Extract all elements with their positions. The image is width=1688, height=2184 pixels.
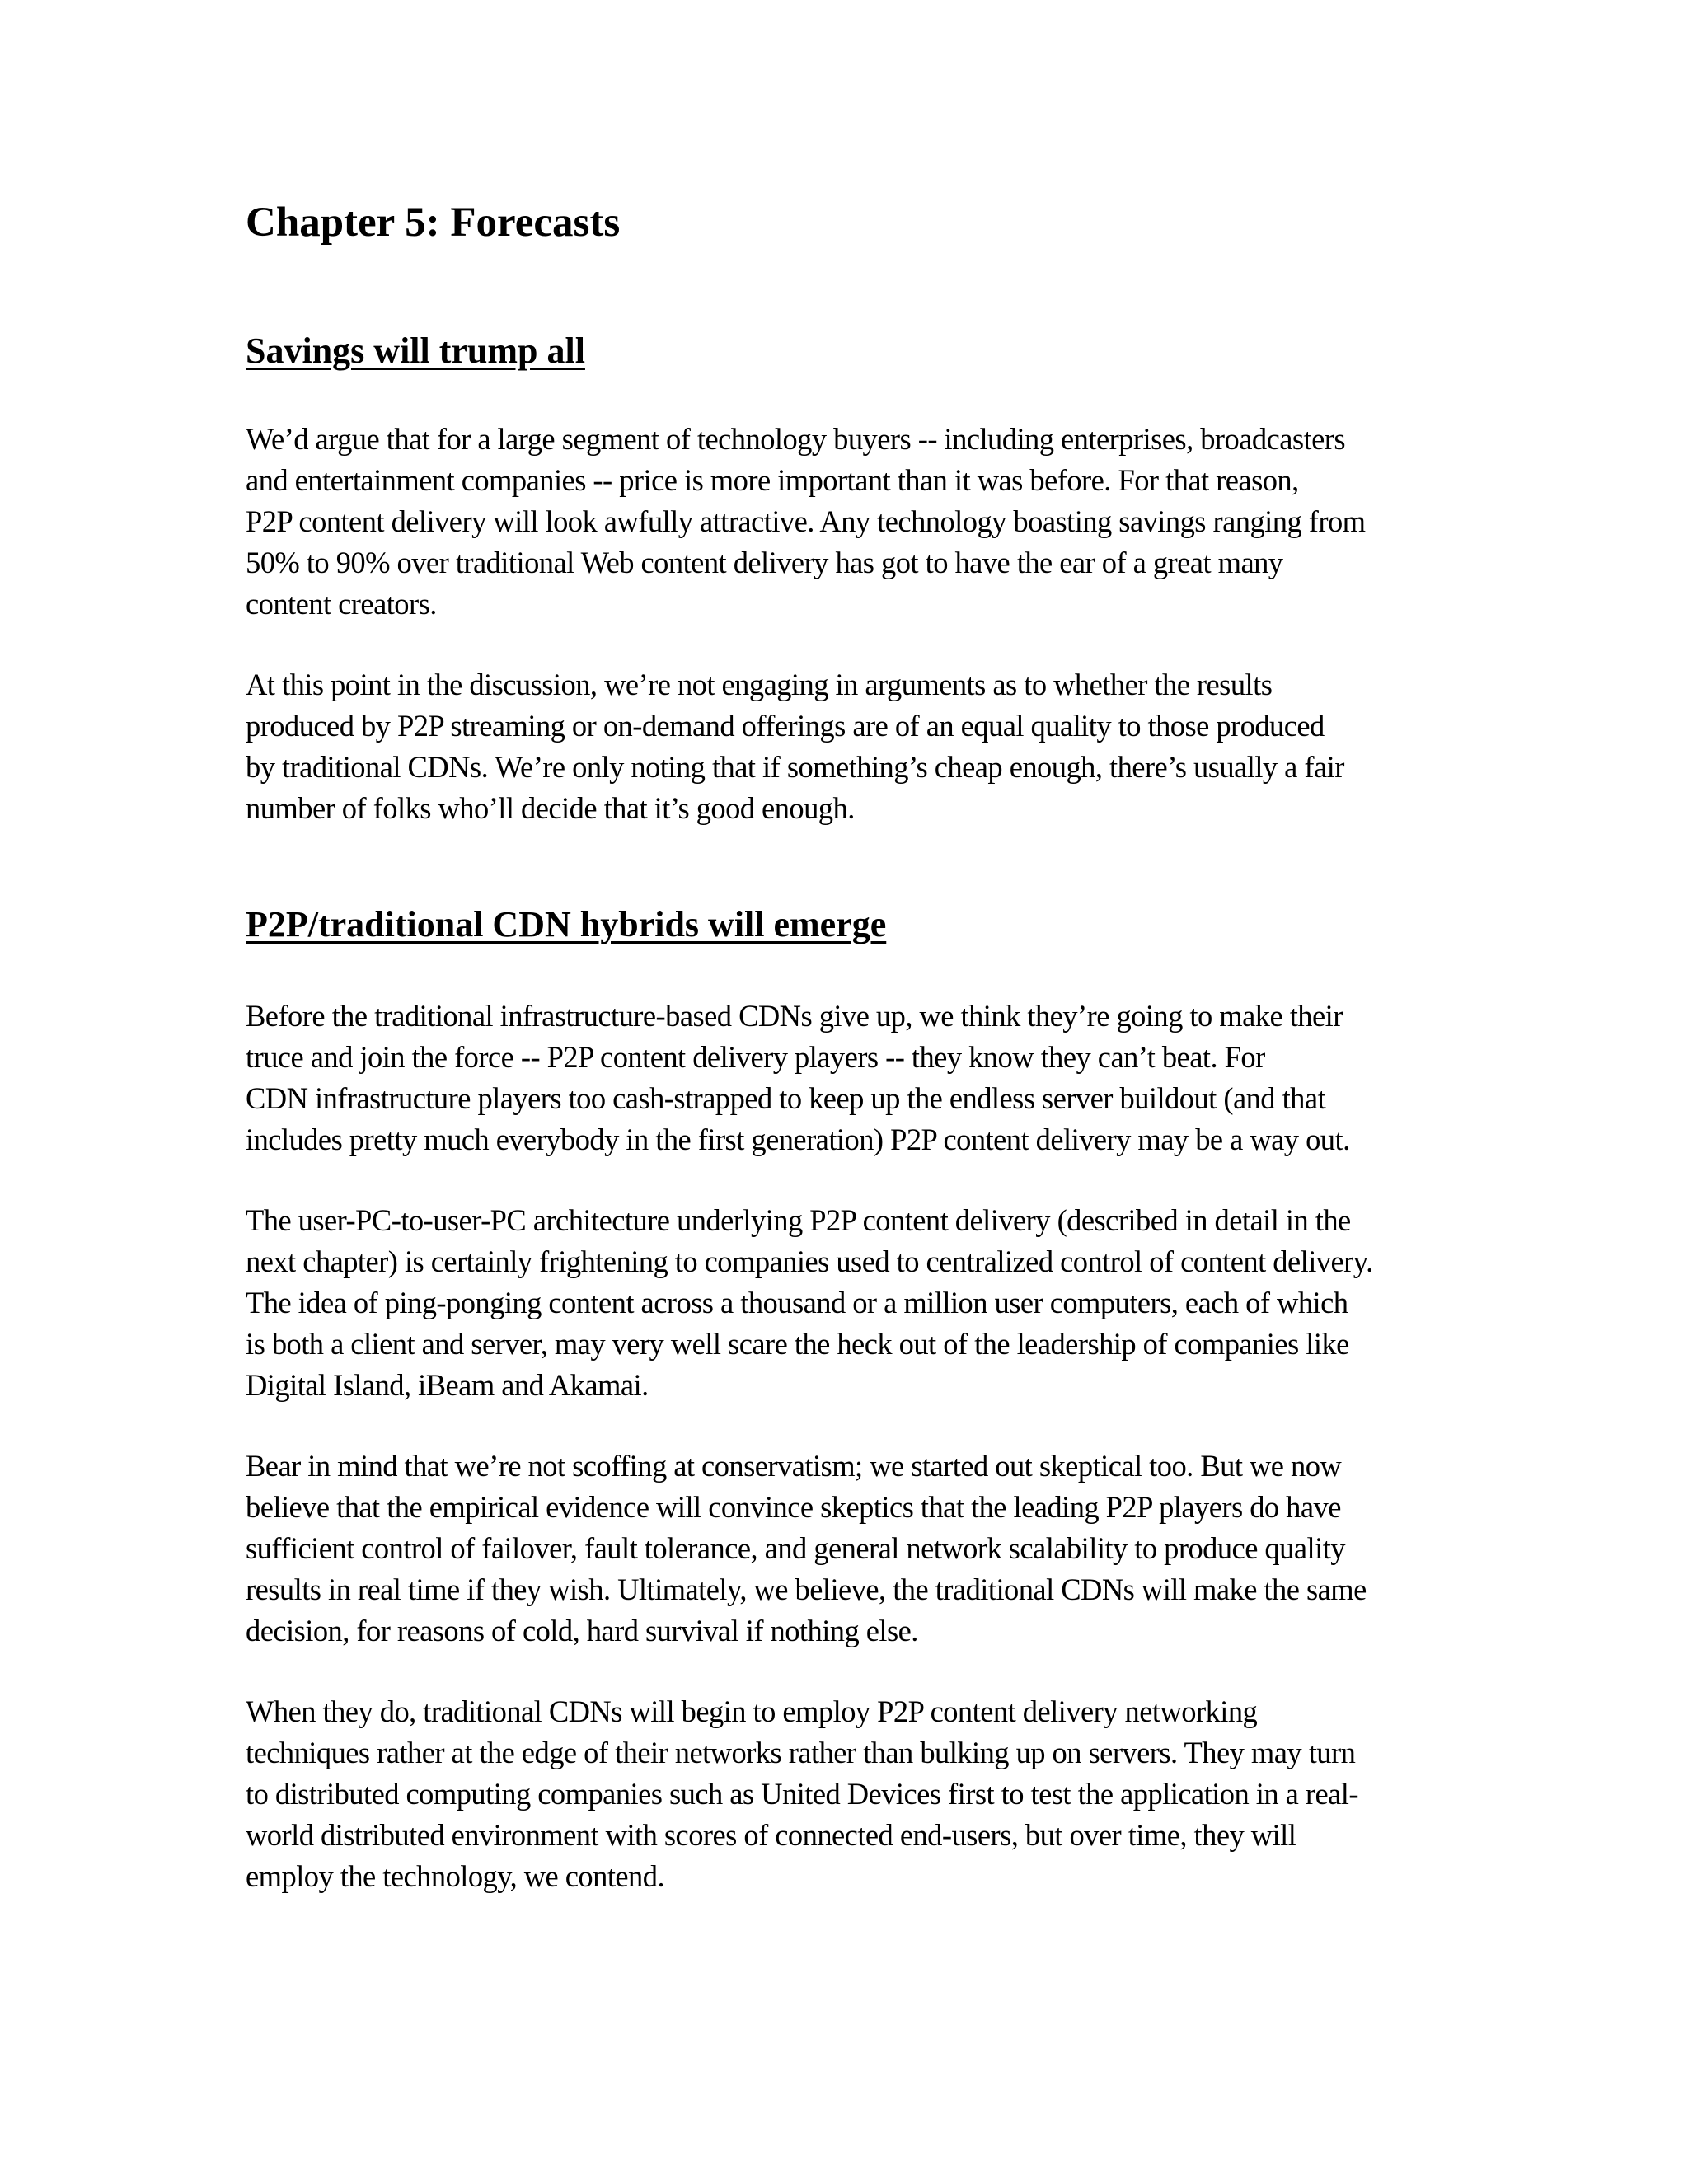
text-line: believe that the empirical evidence will convince skeptics that the leading P2P players do have — [246, 1490, 1341, 1524]
text-line: At this point in the discussion, we’re not engaging in arguments as to whether the results — [246, 668, 1273, 701]
text-line: CDN infrastructure players too cash-strapped to keep up the endless server buildout (and that — [246, 1081, 1326, 1115]
text-line: The idea of ping-ponging content across a thousand or a million user computers, each of which — [246, 1286, 1348, 1319]
text-line: truce and join the force -- P2P content delivery players -- they know they can’t beat. For — [246, 1040, 1265, 1074]
paragraph-hybrids-4 — [246, 1691, 1449, 1897]
text-line: When they do, traditional CDNs will begin to employ P2P content delivery networking — [246, 1694, 1258, 1728]
text-line: Before the traditional infrastructure-based CDNs give up, we think they’re going to make their — [246, 999, 1343, 1033]
text-line: world distributed environment with scores of connected end-users, but over time, they will — [246, 1818, 1296, 1852]
text-line: results in real time if they wish. Ultimately, we believe, the traditional CDNs will make the same — [246, 1572, 1367, 1606]
text-line: P2P content delivery will look awfully attractive. Any technology boasting savings ranging from — [246, 504, 1366, 538]
document-page — [246, 198, 1449, 1897]
text-line: next chapter) is certainly frightening to companies used to centralized control of content delivery. — [246, 1244, 1373, 1278]
text-line: and entertainment companies -- price is more important than it was before. For that reason, — [246, 463, 1299, 497]
text-line: 50% to 90% over traditional Web content delivery has got to have the ear of a great many — [246, 546, 1283, 579]
text-line: number of folks who’ll decide that it’s good enough. — [246, 791, 855, 825]
text-line: decision, for reasons of cold, hard survival if nothing else. — [246, 1614, 918, 1647]
section-heading-hybrids: P2P/traditional CDN hybrids will emerge — [246, 904, 887, 944]
text-line: sufficient control of failover, fault tolerance, and general network scalability to produce quality — [246, 1531, 1345, 1565]
text-line: includes pretty much everybody in the first generation) P2P content delivery may be a way out. — [246, 1122, 1350, 1156]
text-line: We’d argue that for a large segment of technology buyers -- including enterprises, broadcasters — [246, 422, 1346, 456]
paragraph-hybrids-3 — [246, 1446, 1449, 1652]
text-line: Digital Island, iBeam and Akamai. — [246, 1368, 649, 1402]
text-line: employ the technology, we contend. — [246, 1859, 665, 1893]
section-heading-savings: Savings will trump all — [246, 330, 585, 371]
chapter-title: Chapter 5: Forecasts — [246, 199, 621, 246]
text-line: is both a client and server, may very well scare the heck out of the leadership of companies like — [246, 1327, 1349, 1361]
text-line: content creators. — [246, 587, 437, 621]
text-line: produced by P2P streaming or on-demand offerings are of an equal quality to those produced — [246, 709, 1325, 743]
paragraph-savings-2 — [246, 664, 1449, 829]
text-line: techniques rather at the edge of their networks rather than bulking up on servers. They may turn — [246, 1736, 1356, 1769]
text-line: Bear in mind that we’re not scoffing at conservatism; we started out skeptical too. But we now — [246, 1449, 1342, 1483]
text-line: The user-PC-to-user-PC architecture underlying P2P content delivery (described in detail in the — [246, 1203, 1351, 1237]
text-line: by traditional CDNs. We’re only noting that if something’s cheap enough, there’s usually a fair — [246, 750, 1344, 784]
paragraph-hybrids-2 — [246, 1200, 1449, 1406]
text-line: to distributed computing companies such as United Devices first to test the application in a real- — [246, 1777, 1358, 1811]
paragraph-savings-1 — [246, 419, 1449, 625]
paragraph-hybrids-1 — [246, 996, 1449, 1160]
